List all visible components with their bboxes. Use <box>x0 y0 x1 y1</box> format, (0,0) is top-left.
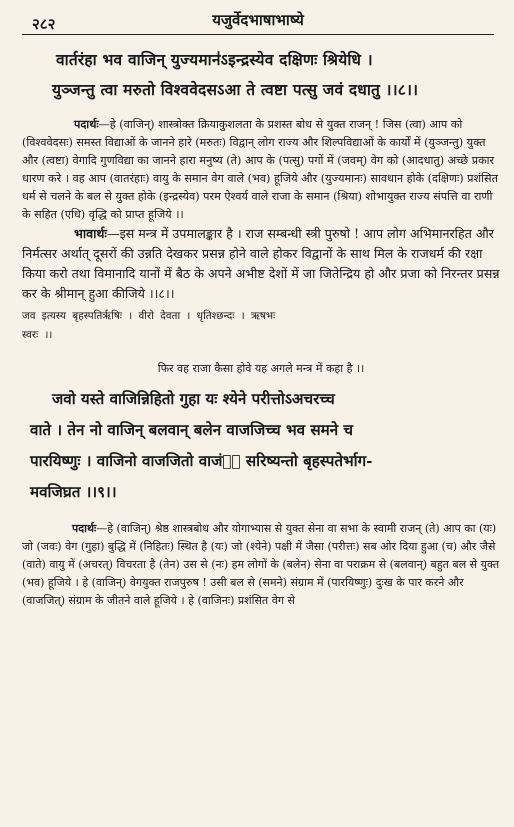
mantra-metadata <box>22 307 500 345</box>
metadata-line-2: स्वरः ।। <box>22 329 53 341</box>
mantra-9-line-2: वाते । तेन नो वाजिन् बलवान् बलेन वाजजिच्च भव समने च <box>30 421 354 439</box>
padartha-label: पदार्थः <box>74 117 99 131</box>
mantra-intro: फिर वह राजा कैसा होवे यह अगले मन्त्र में कहा है ।। <box>157 362 365 375</box>
padartha-label: पदार्थः <box>72 522 97 535</box>
bhavartha-label: भावार्थः <box>74 226 107 241</box>
mantra-8-line-1: वार्तरंहा भव वाजिन् युज्यमान॑ऽइन्द्रस्येव दक्षिणः श्रियेधि । <box>56 50 373 69</box>
padartha-text: —हे (वाजिन्) श्रेष्ठ शास्त्रबोध और योगाभ्यास से युक्त सेना वा सभा के स्वामी राजन् (ते) आप का (यः) जो (जवः) वेग (गुहा) बुद्धि में (निहितः) स्थित है (यः) जो (श्येने) पक्षी में जैसा (परीत्तः) सब ओर दिया हुआ (च) और जैसे (वाते) वायु में (अचरत्) विचरता है (तेन) उस से (नः) हम लोगों के (बलेन) सेना वा पराक्रम से (बलवान्) बहुत बल से युक्त (भव) हूजिये । हे (वाजिन्) वेगयुक्त राजपुरुष ! उसी बल से (समने) संग्राम में (पारयिष्णुः) दुःख के पार करने और (वाजजित्) संग्राम के जीतने वाले हूजिये । हे (वाजिनः) प्रशंसित वेग से <box>22 522 500 607</box>
page-header <box>22 0 494 35</box>
page-number: २८२ <box>32 15 56 33</box>
mantra-9-line-3: पारयिष्णुः । वाजिनो वाजजितो वाजंᳫं सरिष्यन्तो बृहस्पतेर्भाग- <box>30 452 373 470</box>
mantra-9-line-1: जवो यस्ते वाजिन्निहितो गुहा यः श्येने परीत्तोऽअचरच्च <box>52 390 335 408</box>
running-title: यजुर्वेदभाषाभाष्ये <box>212 11 304 29</box>
mantra-9-line-4: मवजिघ्रत ।।९।। <box>30 483 117 501</box>
padartha-8 <box>22 115 500 224</box>
metadata-line-1: जव इत्यस्य बृहस्पतिर्ऋषिः । वीरो देवता । धृतिश्छन्दः । ऋषभः <box>22 310 276 322</box>
bhavartha-text: —इस मन्त्र में उपमालङ्कार है । राज सम्बन्धी स्त्री पुरुषो ! आप लोग अभिमानरहित और निर्मत्सर अर्थात् दूसरों की उन्नति देखकर प्रसन्न होने वाले होकर विद्वानों के साथ मिल के राजधर्म की रक्षा किया करो तथा विमानादि यानों में बैठ के अपने अभीष्ट देशों में जा जितेन्द्रिय हो और प्रजा को निरन्तर प्रसन्न कर के श्रीमान् हुआ कीजिये ।।८।। <box>22 226 500 301</box>
padartha-text: —हे (वाजिन्) शास्त्रोक्त क्रियाकुशलता के प्रशस्त बोध से युक्त राजन् ! जिस (त्वा) आप को (विश्ववेदसः) समस्त विद्याओं के जानने हारे (मरुतः) विद्वान् लोग राज्य और शिल्पविद्याओं के कार्यों में (युञ्जन्तु) युक्त और (त्वष्टा) वेगादि गुणविद्या का जानने हारा मनुष्य (ते) आप के (पत्सु) पगों में (जवम्) वेग को (आदधातु) अच्छे प्रकार धारण करे । वह आप (वातरंहाः) वायु के समान वेग वाले (भव) हूजिये और (युज्यमानः) सावधान होके (दक्षिणः) प्रशंसित धर्म से चलने के बल से युक्त होके (इन्द्रस्येव) परम ऐश्वर्य वाले राजा के समान (श्रिया) शोभायुक्त राज्य संपत्ति वा राणी के सहित (एधि) वृद्धि को प्राप्त हूजिये ।। <box>22 118 498 221</box>
mantra-8-line-2: युञ्जन्तु त्वा मरुतो विश्ववेदसऽआ ते त्वष्टा पत्सु जवं दधातु ।।८।। <box>52 80 419 99</box>
bhavartha-8 <box>22 224 500 304</box>
padartha-9 <box>22 520 500 610</box>
